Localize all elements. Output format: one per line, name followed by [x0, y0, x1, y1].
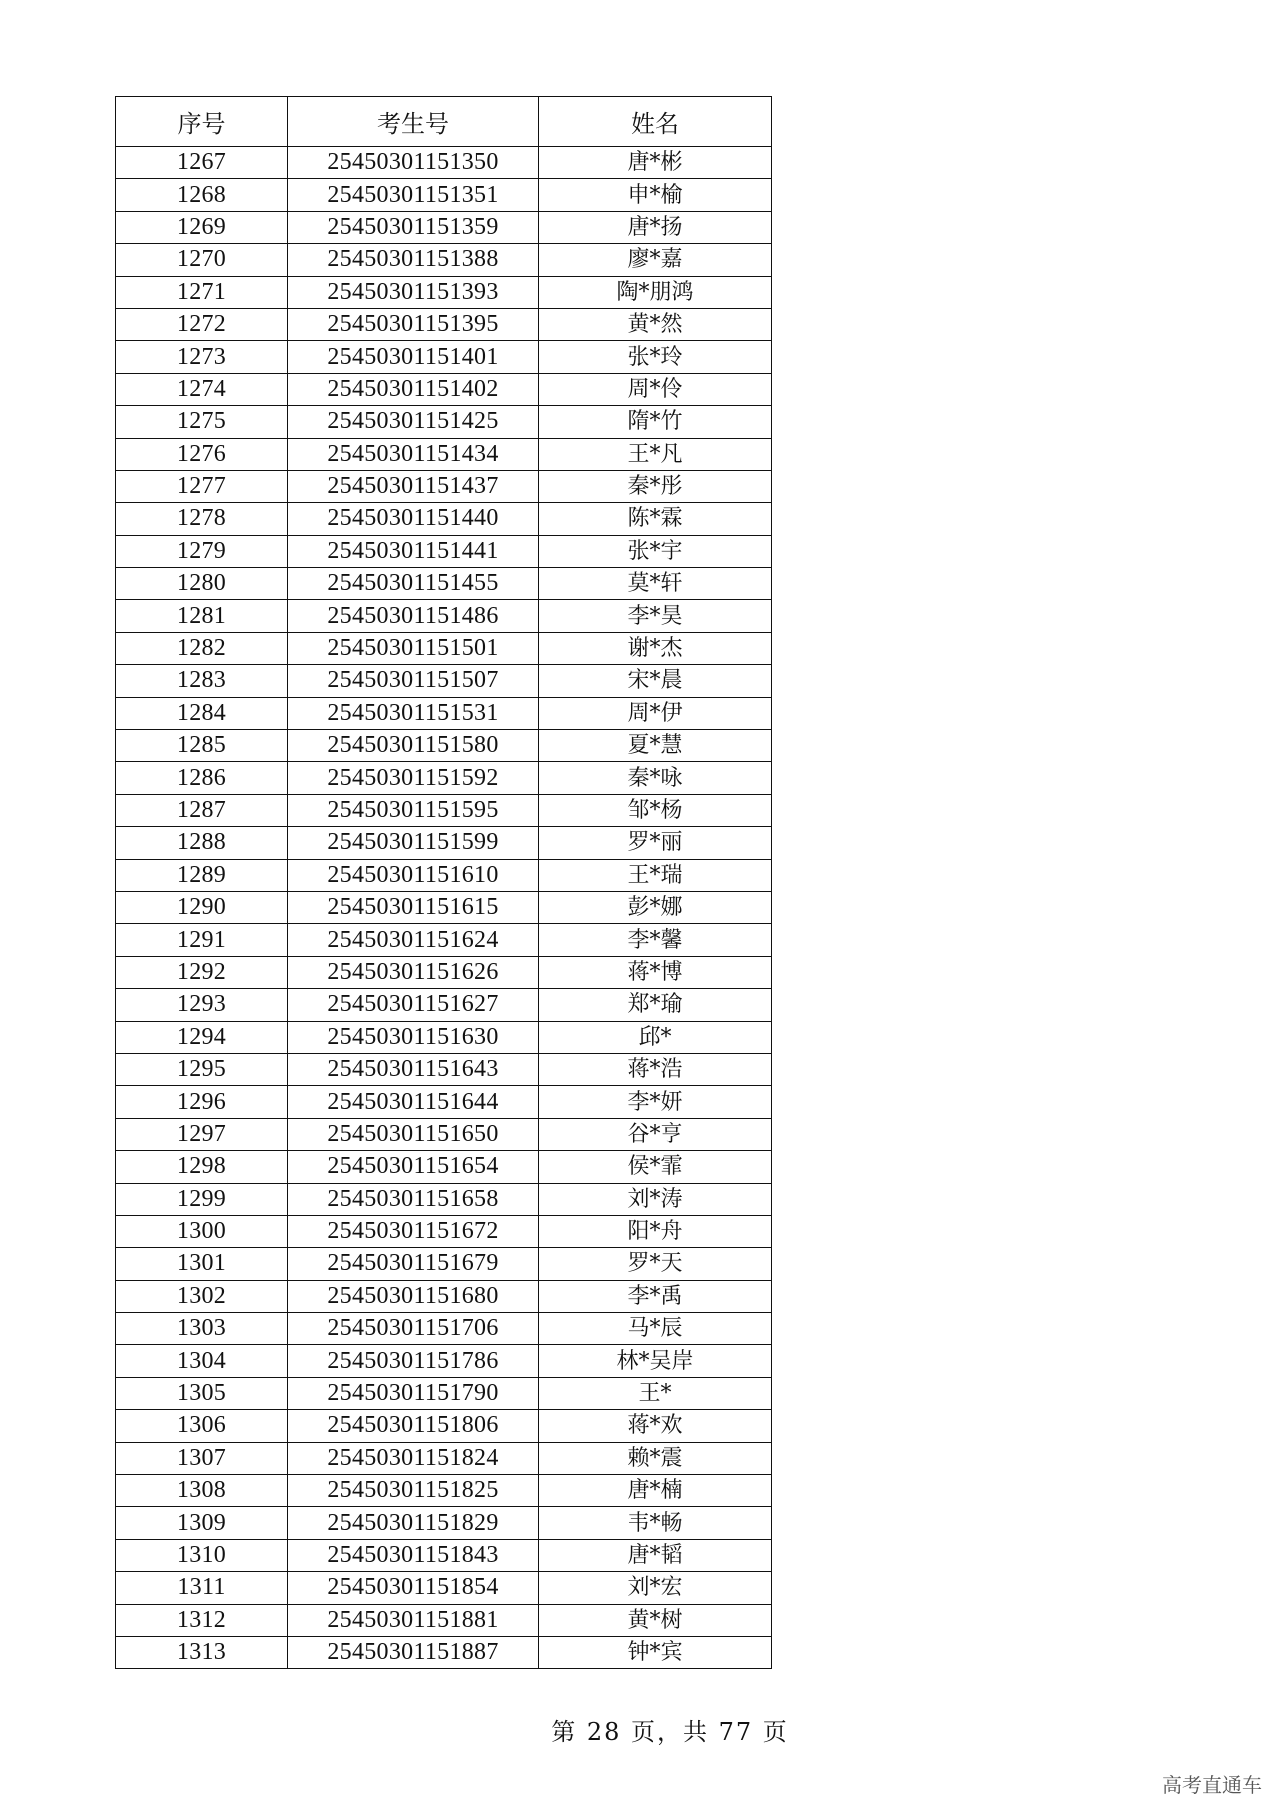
candidate-number-cell: 25450301151824	[288, 1442, 539, 1474]
table-row	[116, 762, 772, 794]
watermark-text: 高考直通车	[1162, 1773, 1262, 1797]
name-cell: 李*昊	[539, 600, 772, 632]
table-row	[116, 1021, 772, 1053]
serial-number-cell: 1301	[116, 1248, 288, 1280]
serial-number-cell: 1281	[116, 600, 288, 632]
serial-number-cell: 1269	[116, 211, 288, 243]
candidate-number-cell: 25450301151829	[288, 1507, 539, 1539]
table-row	[116, 730, 772, 762]
table-row	[116, 1053, 772, 1085]
serial-number-cell: 1312	[116, 1604, 288, 1636]
serial-number-cell: 1303	[116, 1313, 288, 1345]
page-number-footer: 第 28 页，共 77 页	[551, 1718, 789, 1746]
table-row	[116, 989, 772, 1021]
candidate-number-cell: 25450301151486	[288, 600, 539, 632]
table-row	[116, 276, 772, 308]
name-cell: 唐*楠	[539, 1475, 772, 1507]
candidate-number-cell: 25450301151599	[288, 827, 539, 859]
name-cell: 谢*杰	[539, 632, 772, 664]
serial-number-cell: 1275	[116, 406, 288, 438]
name-cell: 申*榆	[539, 179, 772, 211]
serial-number-cell: 1308	[116, 1475, 288, 1507]
serial-number-cell: 1271	[116, 276, 288, 308]
table-row	[116, 147, 772, 179]
serial-number-cell: 1287	[116, 794, 288, 826]
candidate-number-cell: 25450301151643	[288, 1053, 539, 1085]
name-cell: 彭*娜	[539, 891, 772, 923]
serial-number-cell: 1279	[116, 535, 288, 567]
name-cell: 罗*丽	[539, 827, 772, 859]
table-row	[116, 373, 772, 405]
serial-number-cell: 1280	[116, 568, 288, 600]
table-row	[116, 859, 772, 891]
candidate-number-cell: 25450301151680	[288, 1280, 539, 1312]
table-row	[116, 956, 772, 988]
name-cell: 蒋*博	[539, 956, 772, 988]
table-row	[116, 924, 772, 956]
table-row	[116, 1377, 772, 1409]
serial-number-cell: 1288	[116, 827, 288, 859]
candidate-number-cell: 25450301151531	[288, 697, 539, 729]
name-cell: 李*馨	[539, 924, 772, 956]
candidate-number-cell: 25450301151672	[288, 1215, 539, 1247]
serial-number-cell: 1297	[116, 1118, 288, 1150]
candidate-number-cell: 25450301151441	[288, 535, 539, 567]
serial-number-cell: 1277	[116, 470, 288, 502]
serial-number-cell: 1313	[116, 1636, 288, 1668]
table-row	[116, 568, 772, 600]
serial-number-cell: 1305	[116, 1377, 288, 1409]
table-row	[116, 1572, 772, 1604]
serial-number-cell: 1270	[116, 244, 288, 276]
name-cell: 秦*咏	[539, 762, 772, 794]
name-cell: 唐*彬	[539, 147, 772, 179]
serial-number-cell: 1286	[116, 762, 288, 794]
table-row	[116, 1475, 772, 1507]
header-serial-number: 序号	[116, 97, 288, 147]
candidate-number-cell: 25450301151395	[288, 308, 539, 340]
table-row	[116, 891, 772, 923]
name-cell: 谷*亨	[539, 1118, 772, 1150]
name-cell: 夏*慧	[539, 730, 772, 762]
candidate-number-cell: 25450301151595	[288, 794, 539, 826]
table-row	[116, 341, 772, 373]
name-cell: 蒋*欢	[539, 1410, 772, 1442]
candidate-number-cell: 25450301151679	[288, 1248, 539, 1280]
candidate-number-cell: 25450301151881	[288, 1604, 539, 1636]
candidate-number-cell: 25450301151610	[288, 859, 539, 891]
candidate-number-cell: 25450301151425	[288, 406, 539, 438]
serial-number-cell: 1292	[116, 956, 288, 988]
serial-number-cell: 1272	[116, 308, 288, 340]
name-cell: 阳*舟	[539, 1215, 772, 1247]
table-row	[116, 1280, 772, 1312]
candidate-number-cell: 25450301151887	[288, 1636, 539, 1668]
serial-number-cell: 1299	[116, 1183, 288, 1215]
candidate-number-cell: 25450301151507	[288, 665, 539, 697]
serial-number-cell: 1273	[116, 341, 288, 373]
candidate-number-cell: 25450301151786	[288, 1345, 539, 1377]
table-row	[116, 1151, 772, 1183]
serial-number-cell: 1304	[116, 1345, 288, 1377]
candidate-number-cell: 25450301151393	[288, 276, 539, 308]
student-roster-table	[115, 96, 772, 1669]
candidate-number-cell: 25450301151434	[288, 438, 539, 470]
table-row	[116, 470, 772, 502]
candidate-number-cell: 25450301151359	[288, 211, 539, 243]
name-cell: 王*凡	[539, 438, 772, 470]
table-row	[116, 1313, 772, 1345]
serial-number-cell: 1278	[116, 503, 288, 535]
name-cell: 郑*瑜	[539, 989, 772, 1021]
table-row	[116, 406, 772, 438]
candidate-number-cell: 25450301151455	[288, 568, 539, 600]
name-cell: 王*瑞	[539, 859, 772, 891]
table-row	[116, 1183, 772, 1215]
name-cell: 刘*宏	[539, 1572, 772, 1604]
name-cell: 王*	[539, 1377, 772, 1409]
table-row	[116, 535, 772, 567]
serial-number-cell: 1285	[116, 730, 288, 762]
name-cell: 马*辰	[539, 1313, 772, 1345]
name-cell: 钟*宾	[539, 1636, 772, 1668]
table-row	[116, 1410, 772, 1442]
candidate-number-cell: 25450301151350	[288, 147, 539, 179]
candidate-number-cell: 25450301151825	[288, 1475, 539, 1507]
serial-number-cell: 1298	[116, 1151, 288, 1183]
table-row	[116, 1636, 772, 1668]
name-cell: 唐*韬	[539, 1539, 772, 1571]
table-row	[116, 1507, 772, 1539]
name-cell: 刘*涛	[539, 1183, 772, 1215]
candidate-number-cell: 25450301151630	[288, 1021, 539, 1053]
name-cell: 黄*然	[539, 308, 772, 340]
candidate-number-cell: 25450301151654	[288, 1151, 539, 1183]
header-row	[116, 97, 772, 147]
name-cell: 邹*杨	[539, 794, 772, 826]
table-row	[116, 794, 772, 826]
name-cell: 唐*扬	[539, 211, 772, 243]
table-row	[116, 1442, 772, 1474]
candidate-number-cell: 25450301151854	[288, 1572, 539, 1604]
table-row	[116, 1248, 772, 1280]
candidate-number-cell: 25450301151706	[288, 1313, 539, 1345]
name-cell: 张*玲	[539, 341, 772, 373]
table-row	[116, 503, 772, 535]
candidate-number-cell: 25450301151388	[288, 244, 539, 276]
table-header	[116, 97, 772, 147]
name-cell: 侯*霏	[539, 1151, 772, 1183]
table-row	[116, 1345, 772, 1377]
serial-number-cell: 1274	[116, 373, 288, 405]
table-row	[116, 1118, 772, 1150]
name-cell: 莫*轩	[539, 568, 772, 600]
candidate-number-cell: 25450301151658	[288, 1183, 539, 1215]
table-row	[116, 211, 772, 243]
serial-number-cell: 1282	[116, 632, 288, 664]
name-cell: 邱*	[539, 1021, 772, 1053]
serial-number-cell: 1296	[116, 1086, 288, 1118]
serial-number-cell: 1302	[116, 1280, 288, 1312]
candidate-number-cell: 25450301151401	[288, 341, 539, 373]
serial-number-cell: 1311	[116, 1572, 288, 1604]
serial-number-cell: 1284	[116, 697, 288, 729]
name-cell: 秦*彤	[539, 470, 772, 502]
table-row	[116, 308, 772, 340]
candidate-number-cell: 25450301151626	[288, 956, 539, 988]
table-row	[116, 1539, 772, 1571]
table-body	[116, 147, 772, 1669]
name-cell: 陈*霖	[539, 503, 772, 535]
candidate-number-cell: 25450301151650	[288, 1118, 539, 1150]
table-row	[116, 1604, 772, 1636]
serial-number-cell: 1306	[116, 1410, 288, 1442]
candidate-number-cell: 25450301151843	[288, 1539, 539, 1571]
name-cell: 蒋*浩	[539, 1053, 772, 1085]
candidate-number-cell: 25450301151402	[288, 373, 539, 405]
name-cell: 周*伶	[539, 373, 772, 405]
serial-number-cell: 1294	[116, 1021, 288, 1053]
candidate-number-cell: 25450301151624	[288, 924, 539, 956]
serial-number-cell: 1307	[116, 1442, 288, 1474]
name-cell: 林*吴岸	[539, 1345, 772, 1377]
candidate-number-cell: 25450301151644	[288, 1086, 539, 1118]
candidate-number-cell: 25450301151580	[288, 730, 539, 762]
serial-number-cell: 1293	[116, 989, 288, 1021]
serial-number-cell: 1309	[116, 1507, 288, 1539]
name-cell: 李*妍	[539, 1086, 772, 1118]
candidate-number-cell: 25450301151790	[288, 1377, 539, 1409]
candidate-number-cell: 25450301151806	[288, 1410, 539, 1442]
serial-number-cell: 1268	[116, 179, 288, 211]
table-row	[116, 665, 772, 697]
candidate-number-cell: 25450301151437	[288, 470, 539, 502]
serial-number-cell: 1290	[116, 891, 288, 923]
table-row	[116, 244, 772, 276]
table-row	[116, 697, 772, 729]
name-cell: 陶*朋鸿	[539, 276, 772, 308]
candidate-number-cell: 25450301151440	[288, 503, 539, 535]
serial-number-cell: 1283	[116, 665, 288, 697]
table-row	[116, 632, 772, 664]
candidate-number-cell: 25450301151592	[288, 762, 539, 794]
serial-number-cell: 1300	[116, 1215, 288, 1247]
candidate-number-cell: 25450301151351	[288, 179, 539, 211]
candidate-number-cell: 25450301151627	[288, 989, 539, 1021]
table-row	[116, 438, 772, 470]
name-cell: 韦*畅	[539, 1507, 772, 1539]
name-cell: 周*伊	[539, 697, 772, 729]
name-cell: 张*宇	[539, 535, 772, 567]
name-cell: 李*禹	[539, 1280, 772, 1312]
table-row	[116, 1086, 772, 1118]
name-cell: 赖*震	[539, 1442, 772, 1474]
serial-number-cell: 1289	[116, 859, 288, 891]
name-cell: 黄*树	[539, 1604, 772, 1636]
header-candidate-number: 考生号	[288, 97, 539, 147]
serial-number-cell: 1267	[116, 147, 288, 179]
serial-number-cell: 1295	[116, 1053, 288, 1085]
header-name: 姓名	[539, 97, 772, 147]
serial-number-cell: 1291	[116, 924, 288, 956]
serial-number-cell: 1276	[116, 438, 288, 470]
table-row	[116, 827, 772, 859]
name-cell: 廖*嘉	[539, 244, 772, 276]
table-row	[116, 600, 772, 632]
name-cell: 隋*竹	[539, 406, 772, 438]
candidate-number-cell: 25450301151501	[288, 632, 539, 664]
table-row	[116, 179, 772, 211]
serial-number-cell: 1310	[116, 1539, 288, 1571]
name-cell: 宋*晨	[539, 665, 772, 697]
name-cell: 罗*天	[539, 1248, 772, 1280]
table-row	[116, 1215, 772, 1247]
candidate-number-cell: 25450301151615	[288, 891, 539, 923]
